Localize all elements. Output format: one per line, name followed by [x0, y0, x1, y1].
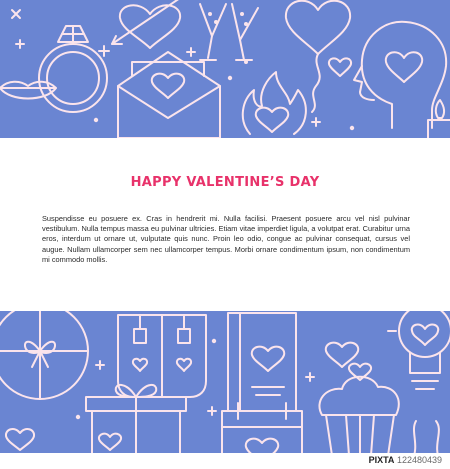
stock-watermark-stripe [0, 453, 450, 469]
sparkle-decorations [12, 10, 354, 130]
bottom-icon-band [0, 311, 450, 469]
greeting-card-icon [228, 313, 296, 411]
stock-watermark [369, 455, 442, 465]
gift-round-icon [0, 311, 88, 399]
top-icon-pattern [0, 0, 450, 138]
ring-icon [39, 26, 107, 112]
light-bulb-heart-icon [388, 311, 450, 389]
cups-with-tea-tags-icon [118, 315, 206, 397]
text-card [0, 138, 450, 311]
champagne-glasses-icon [200, 4, 258, 60]
top-icon-band [0, 0, 450, 138]
headline: HAPPY VALENTINE’S DAY [130, 175, 320, 190]
bottom-icon-pattern [0, 311, 450, 469]
body-paragraph: Suspendisse eu posuere ex. Cras in hendrerit mi. Nulla facilisi. Praesent posuere arcu vel nisl pulvinar vestibulum. Nulla tempus massa eu pulvinar ultricies. Etiam vitae imperdiet ligula, a volutpat erat. Curabitur urna eros, interdum ut ornare ut, vulputate quis nunc. Proin leo odio, congue ac pulvinar consequat, cursus vel augue. Nullam ullamcorper sem nec ullamcorper tempus. Morbi ornare condimentum ipsum, non condimentum mi commodo mollis. [42, 214, 410, 264]
watermark-id: 122480439 [396, 455, 442, 465]
heart-with-arrow-icon [112, 0, 186, 48]
candle-icon [428, 100, 450, 138]
sparkle-decorations-bottom [76, 339, 440, 461]
heart-in-flames-icon [243, 72, 306, 134]
watermark-brand: PIXTA [368, 455, 395, 465]
head-with-heart-icon [354, 22, 446, 128]
love-letter-icon [118, 52, 220, 138]
